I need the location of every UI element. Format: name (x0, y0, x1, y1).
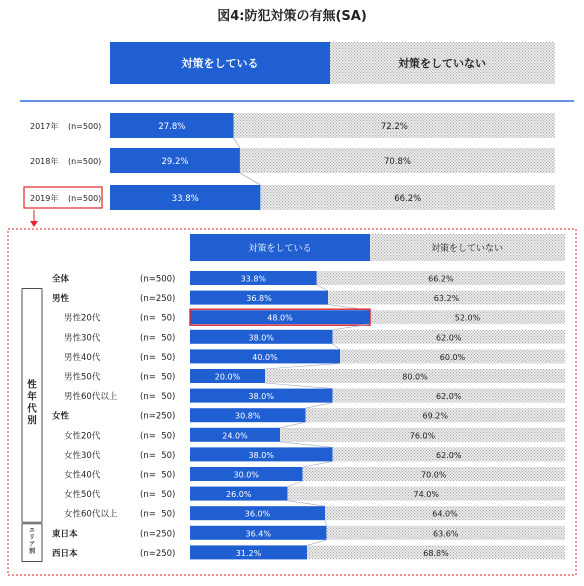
n-label: (n= 50) (140, 333, 176, 344)
detail-chart (22, 271, 565, 561)
n-label: (n= 50) (140, 352, 176, 363)
category-label: 男性 (52, 294, 70, 305)
group-label-char: 年 (27, 391, 37, 403)
category-label: 2018年 (30, 157, 59, 166)
connector-line (325, 520, 327, 526)
category-label: 全体 (52, 274, 70, 285)
value-label-no: 66.2% (394, 194, 422, 204)
value-label-no: 68.8% (423, 548, 449, 558)
n-label: (n=500) (68, 122, 102, 131)
value-label-no: 69.2% (422, 411, 448, 421)
legend-yes-label: 対策をしている (181, 57, 259, 70)
n-label: (n=250) (140, 294, 176, 305)
n-label: (n= 50) (140, 490, 176, 501)
category-label: 男性40代 (64, 352, 101, 363)
value-label-no: 62.0% (436, 333, 462, 343)
connector-line (240, 173, 260, 185)
value-label-no: 70.8% (383, 157, 411, 167)
n-label: (n= 50) (140, 470, 176, 481)
connector-line (317, 285, 328, 291)
chart-title: 図4:防犯対策の有無(SA) (217, 9, 367, 24)
n-label: (n= 50) (140, 509, 176, 520)
category-label: 男性30代 (64, 333, 101, 344)
connector-line (265, 363, 340, 369)
value-label-no: 62.0% (436, 392, 462, 402)
legend2-yes-label: 対策をしている (248, 244, 312, 254)
value-label-no: 74.0% (413, 490, 439, 500)
value-label-yes: 26.0% (226, 490, 252, 500)
category-label: 女性50代 (64, 490, 101, 501)
connector-line (333, 344, 341, 350)
n-label: (n=250) (140, 529, 176, 540)
value-label-yes: 29.2% (161, 157, 189, 167)
category-label: 女性30代 (64, 450, 101, 461)
value-label-yes: 33.8% (240, 274, 267, 284)
group-label-char: エ (28, 527, 36, 535)
category-label: 男性60代以上 (64, 392, 118, 403)
value-label-yes: 33.8% (171, 194, 199, 204)
n-label: (n= 50) (140, 372, 176, 383)
legend2-no-label: 対策をしていない (430, 244, 504, 254)
category-label: 東日本 (52, 529, 78, 540)
value-label-yes: 30.0% (233, 470, 259, 480)
value-label-yes: 38.0% (248, 333, 274, 343)
value-label-no: 76.0% (409, 431, 436, 441)
group-label (29, 527, 35, 555)
group-label-char: 代 (27, 403, 37, 415)
group-label-char: 別 (28, 548, 36, 556)
connector-arrow (30, 221, 38, 227)
connector-line (288, 501, 326, 507)
value-label-no: 66.2% (428, 274, 454, 284)
n-label: (n= 50) (140, 392, 176, 403)
category-label: 女性60代以上 (64, 509, 118, 520)
category-label: 西日本 (52, 548, 78, 559)
n-label: (n=250) (140, 548, 176, 559)
n-label: (n= 50) (140, 313, 176, 324)
value-label-no: 63.6% (433, 529, 459, 539)
yearly-chart (24, 113, 555, 210)
value-label-yes: 48.0% (267, 313, 293, 323)
value-label-no: 70.0% (421, 470, 447, 480)
category-label: 男性50代 (64, 372, 101, 383)
n-label: (n= 50) (140, 431, 176, 442)
value-label-no: 52.0% (454, 313, 481, 323)
category-label: 男性20代 (64, 313, 101, 324)
connector-line (280, 422, 306, 428)
group-label-char: 性 (27, 379, 37, 391)
connector-line (234, 138, 240, 148)
value-label-yes: 30.8% (235, 411, 261, 421)
value-label-yes: 27.8% (158, 122, 186, 132)
n-label: (n=500) (68, 194, 102, 203)
value-label-no: 62.0% (436, 450, 462, 460)
value-label-yes: 36.4% (245, 529, 271, 539)
value-label-yes: 31.2% (235, 548, 262, 558)
group-label-char: リ (28, 534, 36, 542)
group-label-char: 別 (27, 415, 37, 427)
value-label-yes: 20.0% (214, 372, 241, 382)
value-label-no: 80.0% (402, 372, 428, 382)
category-label: 2017年 (30, 122, 59, 131)
group-label-char: ア (28, 541, 36, 549)
connector-line (303, 461, 333, 467)
category-label: 女性 (52, 411, 70, 422)
value-label-yes: 24.0% (222, 431, 248, 441)
connector-line (306, 403, 333, 409)
connector-line (265, 383, 333, 389)
connector-line (280, 442, 333, 448)
value-label-yes: 38.0% (248, 450, 274, 460)
value-label-no: 64.0% (432, 509, 458, 519)
value-label-no: 60.0% (439, 352, 466, 362)
value-label-yes: 36.8% (246, 294, 272, 304)
n-label: (n=500) (68, 157, 102, 166)
n-label: (n= 50) (140, 450, 176, 461)
value-label-yes: 36.0% (244, 509, 271, 519)
group-label (26, 378, 37, 426)
category-label: 2019年 (30, 194, 59, 203)
n-label: (n=250) (140, 411, 176, 422)
category-label: 女性20代 (64, 431, 101, 442)
value-label-yes: 38.0% (248, 392, 274, 402)
category-label: 女性40代 (64, 470, 101, 481)
value-label-no: 72.2% (380, 122, 408, 132)
n-label: (n=500) (140, 274, 176, 285)
legend-no-label: 対策をしていない (398, 57, 486, 70)
connector-line (307, 540, 327, 546)
value-label-no: 63.2% (433, 294, 460, 304)
value-label-yes: 40.0% (252, 352, 278, 362)
connector-line (288, 481, 303, 487)
